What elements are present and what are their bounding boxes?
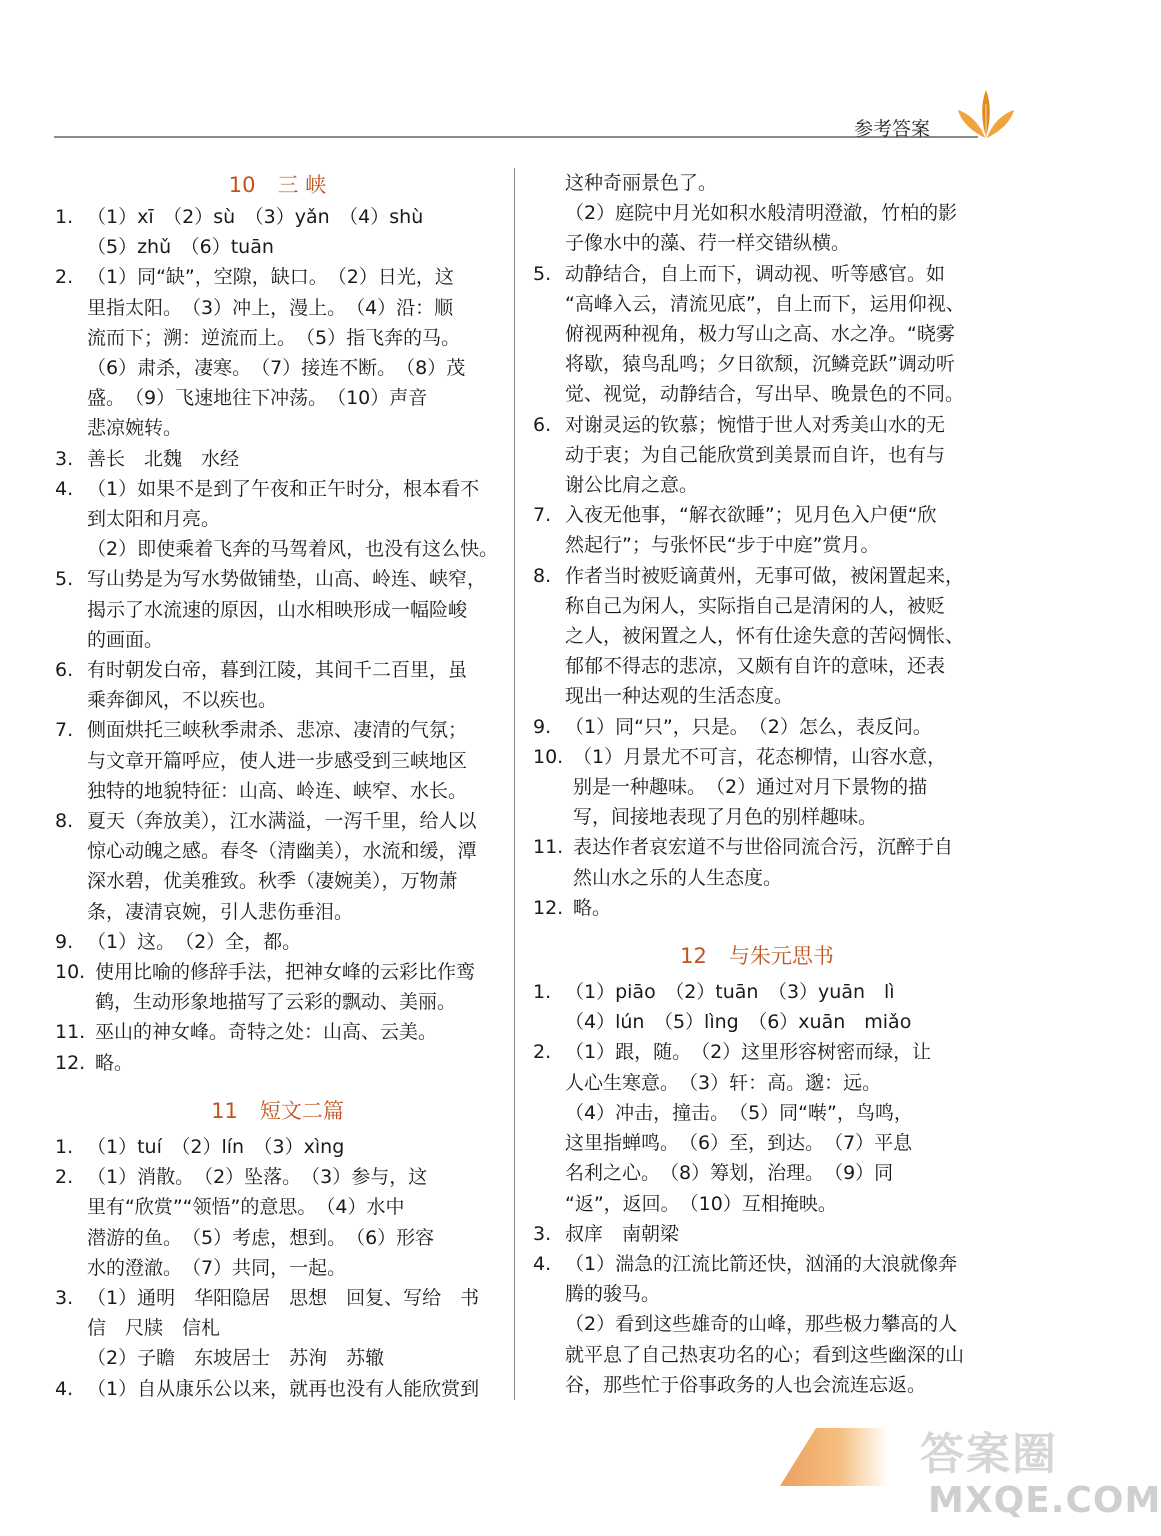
answer-number: 5.	[55, 568, 74, 591]
answer-line: 善长 北魏 水经	[87, 447, 240, 470]
answer-line: （1）同“缺”，空隙，缺口。 （2）日光，这	[87, 266, 454, 289]
answer-number: 1.	[533, 981, 552, 1004]
answer-line: 惊心动魄之感。春冬（清幽美），水流和缓，潭	[87, 840, 477, 863]
answer-line: 动静结合，自上而下，调动视、听等感官。如	[565, 262, 946, 285]
answer-line: 表达作者哀宏道不与世俗同流合污，沉醉于自	[573, 836, 954, 859]
column-divider	[514, 168, 515, 1400]
page-header	[54, 86, 1048, 142]
answer-line: 叔庠 南朝梁	[565, 1222, 680, 1245]
answer-line: （2）看到这些雄奇的山峰，那些极力攀高的人	[565, 1313, 958, 1336]
section-title-11: 11 短文二篇	[211, 1098, 344, 1123]
page-corner-decoration	[768, 1428, 888, 1486]
answer-item	[55, 1132, 500, 1162]
answer-line: 这里指蝉鸣。 （6）至，到达。 （7）平息	[565, 1132, 913, 1155]
answer-line: 夏天（奔放美），江水满溢，一泻千里，给人以	[87, 810, 477, 833]
answer-line: 名利之心。 （8）筹划，治理。 （9）同	[565, 1162, 894, 1185]
answer-line: 潜游的鱼。 （5）考虑，想到。 （6）形容	[87, 1226, 435, 1249]
answer-line: （1）tuí （2）lín （3）xìng	[87, 1135, 345, 1158]
answer-line: “高峰入云，清流见底”，自上而下，运用仰视、	[565, 292, 965, 315]
answer-line: 条，凄清哀婉，引人悲伤垂泪。	[87, 900, 354, 923]
answer-line: 现出一种达观的生活态度。	[565, 685, 794, 708]
section-10-answers	[55, 202, 500, 1078]
answer-line: 别是一种趣味。 （2）通过对月下景物的描	[573, 776, 928, 799]
answer-item	[533, 561, 981, 712]
answer-number: 3.	[55, 1286, 74, 1309]
answer-line: （1）消散。 （2）坠落。 （3）参与，这	[87, 1166, 428, 1189]
answer-number: 6.	[55, 659, 74, 682]
section-12-answers	[533, 977, 981, 1400]
watermark	[760, 1412, 1161, 1530]
answer-item	[55, 806, 500, 927]
section-11-continued	[533, 168, 981, 259]
answer-line: 郁郁不得志的悲凉，又颇有自许的意味，还表	[565, 655, 946, 678]
left-column	[55, 168, 500, 1404]
answer-line: 作者当时被贬谪黄州，无事可做，被闲置起来，	[565, 564, 965, 587]
watermark-logo: 答案圈	[920, 1429, 1058, 1480]
answer-line: （2）子瞻 东坡居士 苏洵 苏辙	[87, 1347, 385, 1370]
answer-line: （1）通明 华阳隐居 思想 回复、写给 书	[87, 1286, 480, 1309]
leaf-icon	[956, 88, 1016, 140]
answer-item	[533, 1219, 981, 1249]
answer-line: （6）肃杀，凄寒。 （7）接连不断。 （8）茂	[87, 357, 466, 380]
answer-item	[55, 564, 500, 655]
answer-line: 巫山的神女峰。奇特之处：山高、云美。	[95, 1021, 438, 1044]
answer-line: 侧面烘托三峡秋季肃杀、悲凉、凄清的气氛；	[87, 719, 468, 742]
answer-number: 4.	[533, 1252, 552, 1275]
answer-item	[55, 202, 500, 262]
answer-line: 动于衷；为自己能欣赏到美景而自许，也有与	[565, 443, 946, 466]
answer-number: 3.	[533, 1222, 552, 1245]
answer-line: 里指太阳。 （3）冲上，漫上。 （4）沿：顺	[87, 296, 454, 319]
answer-line: 觉、视觉，动静结合，写出早、晚景色的不同。	[565, 383, 965, 406]
answer-line: （1）月景尤不可言，花态柳情，山容水意，	[573, 745, 947, 768]
header-rule	[54, 136, 978, 138]
answer-item	[55, 444, 500, 474]
answer-item	[55, 715, 500, 806]
section-title-10: 10 三 峡	[228, 173, 327, 197]
answer-line: 谢公比肩之意。	[565, 474, 699, 497]
answer-line: （1）piāo （2）tuān （3）yuān lì	[565, 981, 895, 1004]
answer-item	[55, 1283, 500, 1374]
answer-line: 对谢灵运的钦慕；惋惜于世人对秀美山水的无	[565, 413, 946, 436]
answer-number: 2.	[55, 266, 74, 289]
answer-number: 11.	[55, 1021, 86, 1044]
answer-number: 10.	[55, 961, 86, 984]
answer-number: 6.	[533, 413, 552, 436]
answer-line: （4）lún （5）lìng （6）xuān miǎo	[565, 1011, 912, 1034]
answer-line: 然山水之乐的人生态度。	[573, 866, 783, 889]
answer-number: 12.	[533, 896, 564, 919]
answer-line: 到太阳和月亮。	[87, 508, 221, 531]
answer-line: 人心生寒意。 （3）轩：高。邈：远。	[565, 1071, 882, 1094]
answer-number: 8.	[533, 564, 552, 587]
answer-line: 盛。 （9）飞速地往下冲荡。 （10）声音	[87, 387, 428, 410]
answer-line: 独特的地貌特征：山高、岭连、峡窄、水长。	[87, 779, 468, 802]
answer-line: 乘奔御风，不以疾也。	[87, 689, 278, 712]
answer-line: 的画面。	[87, 628, 164, 651]
answer-number: 3.	[55, 447, 74, 470]
header-title: 参考答案	[853, 118, 930, 140]
answer-item	[533, 259, 981, 410]
section-11-answers	[55, 1132, 500, 1404]
answer-line: 信 尺牍 信札	[87, 1317, 221, 1340]
answer-line: （1）同“只”，只是。 （2）怎么，表反问。	[565, 715, 932, 738]
answer-number: 4.	[55, 477, 74, 500]
answer-line: 有时朝发白帝，暮到江陵，其间千二百里，虽	[87, 659, 468, 682]
answer-line: （4）冲击，撞击。 （5）同“啭”，鸟鸣，	[565, 1101, 913, 1124]
answer-number: 8.	[55, 810, 74, 833]
answer-line: （1）自从康乐公以来，就再也没有人能欣赏到	[87, 1377, 480, 1400]
answer-line: 将歇，猿鸟乱鸣；夕日欲颓，沉鳞竞跃”调动听	[565, 353, 955, 376]
answer-line: 俯视两种视角，极力写山之高、水之净。“晓雾	[565, 323, 955, 346]
answer-line: （2）庭院中月光如积水般清明澄澈，竹柏的影	[565, 202, 958, 225]
answer-item	[55, 655, 500, 715]
answer-line: （1）xī （2）sù （3）yǎn （4）shù	[87, 206, 424, 228]
answer-item	[533, 742, 981, 833]
answer-item	[533, 1037, 981, 1218]
answer-item	[55, 957, 500, 1017]
watermark-url: MXQE.COM	[928, 1480, 1161, 1521]
answer-number: 10.	[533, 745, 564, 768]
answer-item	[55, 474, 500, 565]
answer-line: “返”，返回。 （10）互相掩映。	[565, 1192, 837, 1215]
answer-line: 写山势是为写水势做铺垫，山高、岭连、峡窄，	[87, 568, 487, 591]
answer-line: （1）这。 （2）全，都。	[87, 930, 302, 953]
answer-item	[55, 1162, 500, 1283]
answer-number: 1.	[55, 206, 74, 228]
section-11-answers-continued	[533, 259, 981, 923]
answer-line: 之人，被闲置之人，怀有仕途失意的苦闷惆怅、	[565, 625, 965, 648]
answer-item	[533, 712, 981, 742]
answer-line: 略。	[95, 1051, 134, 1074]
answer-line: 然起行”；与张怀民“步于中庭”赏月。	[565, 534, 880, 557]
answer-line: 入夜无他事，“解衣欲睡”；见月色入户便“欣	[565, 504, 937, 527]
answer-line: （1）如果不是到了午夜和正午时分，根本看不	[87, 477, 480, 500]
answer-line: 使用比喻的修辞手法，把神女峰的云彩比作鸾	[95, 961, 476, 984]
answer-line: 腾的骏马。	[565, 1283, 661, 1306]
answer-number: 9.	[55, 930, 74, 953]
answer-item	[533, 410, 981, 501]
answer-item	[55, 1374, 500, 1404]
answer-line: 水的澄澈。 （7）共同，一起。	[87, 1256, 347, 1279]
answer-item	[55, 927, 500, 957]
answer-item	[533, 977, 981, 1037]
answer-number: 2.	[533, 1041, 552, 1064]
answer-line: 鹤，生动形象地描写了云彩的飘动、美丽。	[95, 991, 457, 1014]
answer-item	[55, 262, 500, 443]
answer-line: 揭示了水流速的原因，山水相映形成一幅险峻	[87, 598, 468, 621]
answer-line: 谷，那些忙于俗事政务的人也会流连忘返。	[565, 1373, 927, 1396]
answer-number: 2.	[55, 1166, 74, 1189]
section-title-12: 12 与朱元思书	[680, 944, 834, 969]
answer-number: 1.	[55, 1135, 74, 1158]
answer-number: 12.	[55, 1051, 86, 1074]
answer-number: 9.	[533, 715, 552, 738]
answer-line: 略。	[573, 896, 612, 919]
answer-line: （1）湍急的江流比箭还快，汹涌的大浪就像奔	[565, 1252, 958, 1275]
answer-line: 称自己为闲人，实际指自己是清闲的人，被贬	[565, 594, 946, 617]
answer-line: 与文章开篇呼应，使人进一步感受到三峡地区	[87, 749, 468, 772]
answer-item	[533, 832, 981, 892]
answer-line: 深水碧，优美雅致。秋季（凄婉美），万物萧	[87, 870, 458, 893]
answer-line: 这种奇丽景色了。	[565, 172, 718, 194]
answer-line: （2）即使乘着飞奔的马驾着风，也没有这么快。	[87, 538, 499, 561]
answer-number: 11.	[533, 836, 564, 859]
answer-item	[533, 500, 981, 560]
answer-number: 4.	[55, 1377, 74, 1400]
answer-line: 流而下；溯：逆流而上。 （5）指飞奔的马。	[87, 326, 461, 349]
right-column	[533, 168, 981, 1400]
answer-line: 悲凉婉转。	[87, 417, 183, 440]
answer-item	[533, 893, 981, 923]
answer-line: 子像水中的藻、荇一样交错纵横。	[565, 232, 851, 255]
answer-line: 就平息了自己热衷功名的心；看到这些幽深的山	[565, 1343, 965, 1366]
answer-line: （5）zhǔ （6）tuān	[87, 236, 274, 259]
answer-number: 7.	[55, 719, 74, 742]
answer-line: （1）跟，随。 （2）这里形容树密而绿，让	[565, 1041, 932, 1064]
answer-line: 写，间接地表现了月色的别样趣味。	[573, 806, 878, 829]
answer-number: 7.	[533, 504, 552, 527]
answer-item	[55, 1017, 500, 1047]
answer-item	[55, 1048, 500, 1078]
answer-line: 里有“欣赏”“领悟”的意思。 （4）水中	[87, 1196, 405, 1219]
answer-number: 5.	[533, 262, 552, 285]
answer-item	[533, 1249, 981, 1400]
